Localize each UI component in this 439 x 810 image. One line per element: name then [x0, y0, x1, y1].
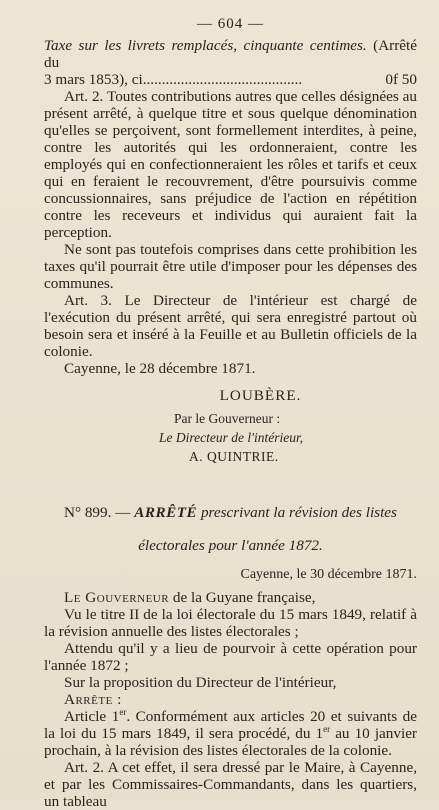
place-date: Cayenne, le 28 décembre 1871. [64, 360, 256, 377]
decree-title-line-2: électorales pour l'année 1872. [138, 537, 323, 555]
decree-dateline: Cayenne, le 30 décembre 1871. [240, 567, 417, 583]
signature-block [44, 387, 417, 466]
tax-description: Taxe sur les livrets remplacés, cinquante centimes. [44, 37, 367, 54]
governor-jurisdiction: de la Guyane française, [172, 589, 316, 607]
article-3-paragraph: Art. 3. Le Directeur de l'intérieur est chargé de l'exécution du présent arrêté, qui sera enregistré partout où besoin sera et inséré à la Feuille et au Bulletin officiels de la colonie. [44, 292, 417, 360]
exception-paragraph: Ne sont pas toutefois comprises dans cette prohibition les taxes qu'il pourrait être utile d'imposer pour les dépenses des communes. [44, 241, 417, 292]
page-number: — 604 — [197, 16, 264, 32]
proposition-paragraph: Sur la proposition du Directeur de l'intérieur, [64, 674, 337, 692]
arrete-label: Arrête : [64, 691, 122, 709]
tax-line-1 [44, 37, 417, 71]
decree-title-keyword: ARRÊTÉ [134, 504, 198, 521]
signature-director-title: Le Directeur de l'intérieur, [159, 430, 304, 445]
signature-by-governor: Par le Gouverneur : [174, 411, 281, 426]
decree-heading [44, 504, 417, 522]
article-1-paragraph [44, 708, 417, 759]
article-1-text: . Conformément aux articles 20 et suivants de la loi du 15 mars 1849, il sera procédé, du 1 [44, 708, 417, 743]
article-1-superscript: er [119, 707, 127, 718]
attendu-paragraph: Attendu qu'il y a lieu de pourvoir à cette opération pour l'année 1872 ; [44, 640, 417, 675]
tax-leader-dots: .......................................... [142, 71, 303, 88]
article-1-label: Article 1 [64, 708, 120, 726]
tax-reference-end: 3 mars 1853), ci [44, 71, 143, 88]
article-1-date-superscript: er [323, 724, 331, 735]
tax-amount: 0f 50 [385, 71, 417, 88]
tax-reference-start: (Arrêté du [44, 37, 417, 71]
tax-entry [44, 37, 417, 88]
vu-paragraph: Vu le titre II de la loi électorale du 15 mars 1849, relatif à la révision annuelle des listes électorales ; [44, 606, 417, 641]
article-2-paragraph: Art. 2. Toutes contributions autres que celles désignées au présent arrêté, à quelque titre et sous quelque dénomination qu'elles se perçoivent, sont formellement interdites, à peine, contre les autorités qui les ordonneraient, contre les employés qui en confectionneraient les rôles et tarifs et ceux qui en feraient le recouvrement, d'être poursuivis comme concussionnaires, sans préjudice de l'action en répétition contre les receveurs et individus qui auraient fait la perception. [44, 88, 417, 241]
article-2-decree-paragraph: Art. 2. A cet effet, il sera dressé par le Maire, à Cayenne, et par les Commissaires-Commandants, dans les quartiers, un tableau [44, 759, 417, 810]
tax-line-2 [44, 71, 417, 88]
decree-title: prescrivant la révision des listes [200, 504, 397, 521]
signatory-name: LOUBÈRE. [219, 387, 302, 404]
signature-director-name: A. QUINTRIE. [189, 449, 279, 464]
governor-line [44, 589, 417, 606]
governor-title: Le Gouverneur [64, 589, 170, 607]
decree-number: N° 899. — [64, 504, 131, 521]
article-1-text-end: au 10 janvier prochain, à la révision des listes électorales de la colonie. [44, 725, 417, 760]
